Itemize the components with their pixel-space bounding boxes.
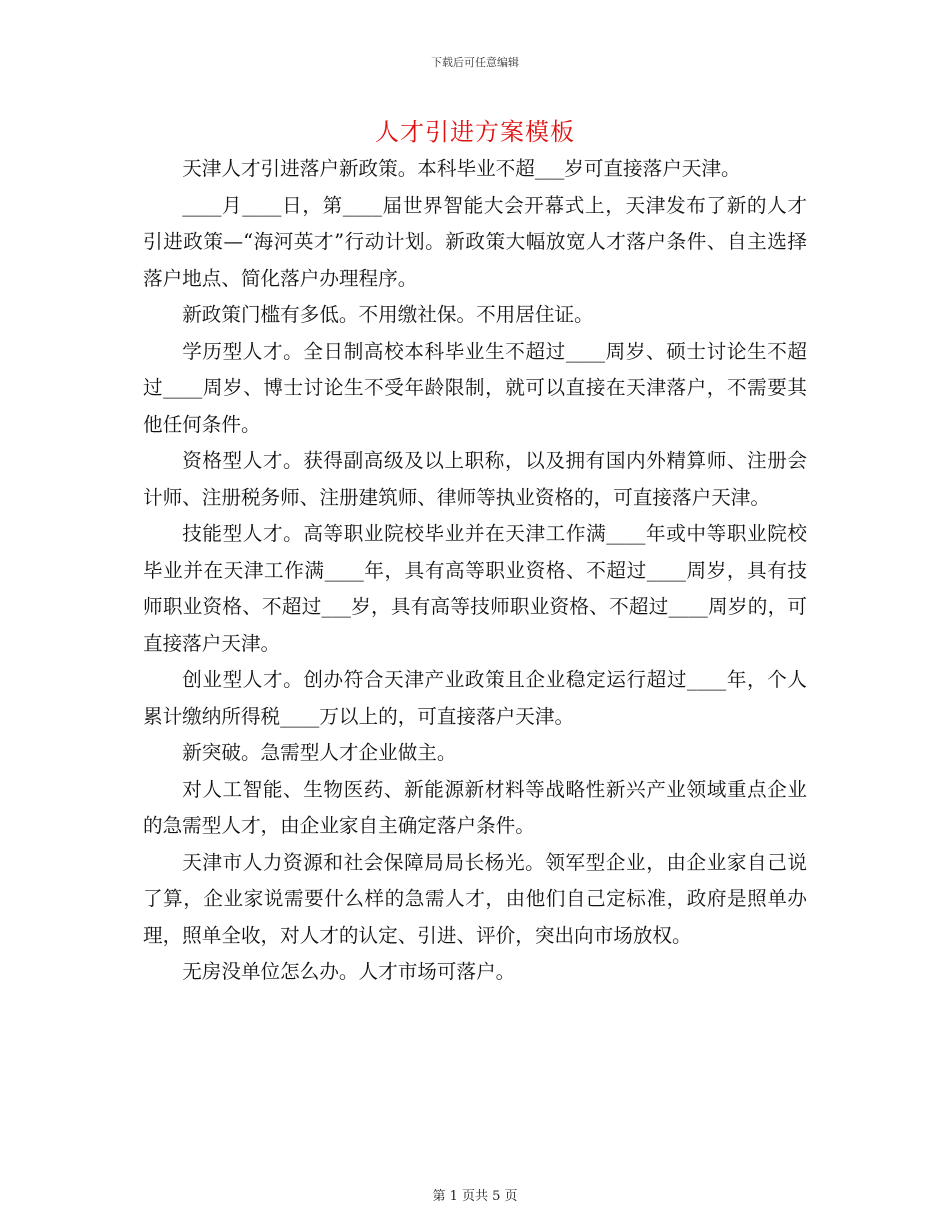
paragraph-11: 无房没单位怎么办。人才市场可落户。 [182, 960, 516, 983]
paragraph-2: ____月____日，第____届世界智能大会开幕式上，天津发布了新的人才引进政策—“海河英才”行动计划。新政策大幅放宽人才落户条件、自主选择落户地点、简化落户办理程序。 [143, 193, 807, 290]
document-body [143, 151, 807, 991]
paragraph-6: 技能型人才。高等职业院校毕业并在天津工作满____年或中等职业院校毕业并在天津工作满____年，具有高等职业资格、不超过____周岁，具有技师职业资格、不超过___岁，具有高等技师职业资格、不超过____周岁的，可直接落户天津。 [143, 522, 807, 655]
paragraph-3: 新政策门槛有多低。不用缴社保。不用居住证。 [182, 303, 594, 326]
paragraph-5: 资格型人才。获得副高级及以上职称，以及拥有国内外精算师、注册会计师、注册税务师、注册建筑师、律师等执业资格的，可直接落户天津。 [143, 449, 807, 509]
page-footer-number: 第 1 页共 5 页 [432, 1189, 518, 1204]
paragraph-1: 天津人才引进落户新政策。本科毕业不超___岁可直接落户天津。 [182, 157, 741, 180]
paragraph-8: 新突破。急需型人才企业做主。 [182, 741, 457, 764]
paragraph-9: 对人工智能、生物医药、新能源新材料等战略性新兴产业领域重点企业的急需型人才，由企业家自主确定落户条件。 [143, 777, 807, 837]
paragraph-4: 学历型人才。全日制高校本科毕业生不超过____周岁、硕士讨论生不超过____周岁、博士讨论生不受年龄限制，就可以直接在天津落户，不需要其他任何条件。 [143, 339, 807, 436]
document-title: 人才引进方案模板 [375, 118, 575, 146]
page-header-note: 下载后可任意编辑 [431, 56, 519, 69]
paragraph-10: 天津市人力资源和社会保障局局长杨光。领军型企业，由企业家自己说了算，企业家说需要什么样的急需人才，由他们自己定标准，政府是照单办理，照单全收，对人才的认定、引进、评价，突出向市场放权。 [143, 850, 807, 947]
paragraph-7: 创业型人才。创办符合天津产业政策且企业稳定运行超过____年，个人累计缴纳所得税____万以上的，可直接落户天津。 [143, 668, 807, 728]
